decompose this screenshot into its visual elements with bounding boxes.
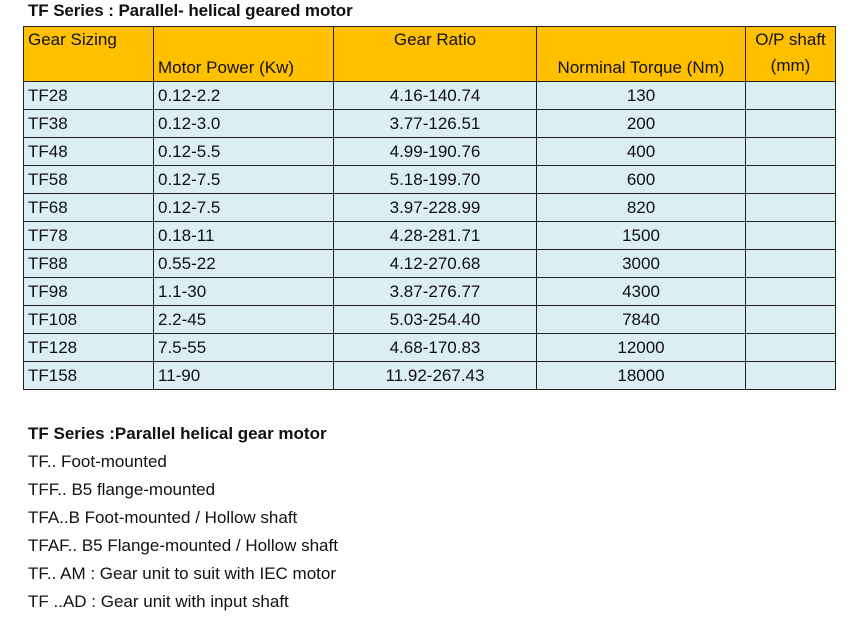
cell-output-shaft <box>746 82 836 110</box>
cell-torque: 130 <box>537 82 746 110</box>
cell-gear-ratio: 5.03-254.40 <box>334 306 537 334</box>
cell-output-shaft <box>746 194 836 222</box>
table-header <box>24 27 836 82</box>
cell-gear-ratio: 4.99-190.76 <box>334 138 537 166</box>
header-shaft-line2: (mm) <box>770 56 811 75</box>
cell-motor-power: 0.12-2.2 <box>154 82 334 110</box>
table-row <box>24 194 836 222</box>
cell-torque: 1500 <box>537 222 746 250</box>
table-row <box>24 250 836 278</box>
cell-motor-power: 0.18-11 <box>154 222 334 250</box>
cell-torque: 3000 <box>537 250 746 278</box>
cell-gear-ratio: 5.18-199.70 <box>334 166 537 194</box>
cell-output-shaft <box>746 362 836 390</box>
cell-gear-size: TF78 <box>24 222 154 250</box>
cell-gear-ratio: 3.87-276.77 <box>334 278 537 306</box>
table-row <box>24 222 836 250</box>
cell-gear-ratio: 11.92-267.43 <box>334 362 537 390</box>
table-body <box>24 82 836 390</box>
header-torque: Norminal Torque (Nm) <box>537 27 746 82</box>
cell-torque: 7840 <box>537 306 746 334</box>
cell-motor-power: 2.2-45 <box>154 306 334 334</box>
cell-motor-power: 0.12-7.5 <box>154 166 334 194</box>
cell-output-shaft <box>746 250 836 278</box>
table-row <box>24 278 836 306</box>
cell-motor-power: 0.12-5.5 <box>154 138 334 166</box>
cell-gear-size: TF108 <box>24 306 154 334</box>
notes-section <box>28 420 338 616</box>
cell-motor-power: 11-90 <box>154 362 334 390</box>
cell-gear-size: TF128 <box>24 334 154 362</box>
cell-gear-ratio: 4.16-140.74 <box>334 82 537 110</box>
cell-torque: 4300 <box>537 278 746 306</box>
page-title: TF Series : Parallel- helical geared motor <box>28 1 353 20</box>
cell-gear-size: TF98 <box>24 278 154 306</box>
cell-torque: 600 <box>537 166 746 194</box>
notes-list <box>28 448 338 616</box>
cell-gear-ratio: 3.77-126.51 <box>334 110 537 138</box>
cell-output-shaft <box>746 278 836 306</box>
cell-gear-size: TF48 <box>24 138 154 166</box>
cell-output-shaft <box>746 166 836 194</box>
cell-gear-size: TF28 <box>24 82 154 110</box>
cell-motor-power: 1.1-30 <box>154 278 334 306</box>
header-shaft-line1: O/P shaft <box>755 30 826 49</box>
header-gear-ratio: Gear Ratio <box>334 27 537 82</box>
cell-gear-ratio: 3.97-228.99 <box>334 194 537 222</box>
cell-gear-ratio: 4.28-281.71 <box>334 222 537 250</box>
cell-output-shaft <box>746 306 836 334</box>
table-row <box>24 306 836 334</box>
cell-gear-size: TF38 <box>24 110 154 138</box>
cell-motor-power: 0.55-22 <box>154 250 334 278</box>
cell-output-shaft <box>746 334 836 362</box>
table-row <box>24 334 836 362</box>
cell-gear-ratio: 4.12-270.68 <box>334 250 537 278</box>
cell-torque: 400 <box>537 138 746 166</box>
cell-motor-power: 7.5-55 <box>154 334 334 362</box>
cell-gear-size: TF68 <box>24 194 154 222</box>
note-line: TFF.. B5 flange-mounted <box>28 480 216 499</box>
cell-output-shaft <box>746 222 836 250</box>
header-output-shaft <box>746 27 836 82</box>
table-row <box>24 110 836 138</box>
cell-gear-size: TF88 <box>24 250 154 278</box>
note-line: TF.. Foot-mounted <box>28 452 167 471</box>
cell-torque: 200 <box>537 110 746 138</box>
cell-output-shaft <box>746 138 836 166</box>
cell-gear-size: TF158 <box>24 362 154 390</box>
table-row <box>24 362 836 390</box>
cell-motor-power: 0.12-7.5 <box>154 194 334 222</box>
cell-torque: 12000 <box>537 334 746 362</box>
spec-table <box>23 26 836 390</box>
header-motor-power: Motor Power (Kw) <box>154 27 334 82</box>
cell-gear-size: TF58 <box>24 166 154 194</box>
notes-heading: TF Series :Parallel helical gear motor <box>28 424 327 443</box>
table-row <box>24 166 836 194</box>
note-line: TF ..AD : Gear unit with input shaft <box>28 592 289 611</box>
cell-gear-ratio: 4.68-170.83 <box>334 334 537 362</box>
cell-motor-power: 0.12-3.0 <box>154 110 334 138</box>
note-line: TF.. AM : Gear unit to suit with IEC motor <box>28 564 336 583</box>
note-line: TFA..B Foot-mounted / Hollow shaft <box>28 508 298 527</box>
cell-torque: 820 <box>537 194 746 222</box>
cell-torque: 18000 <box>537 362 746 390</box>
note-line: TFAF.. B5 Flange-mounted / Hollow shaft <box>28 536 338 555</box>
header-gear-sizing: Gear Sizing <box>24 27 154 82</box>
cell-output-shaft <box>746 110 836 138</box>
table-row <box>24 138 836 166</box>
table-row <box>24 82 836 110</box>
